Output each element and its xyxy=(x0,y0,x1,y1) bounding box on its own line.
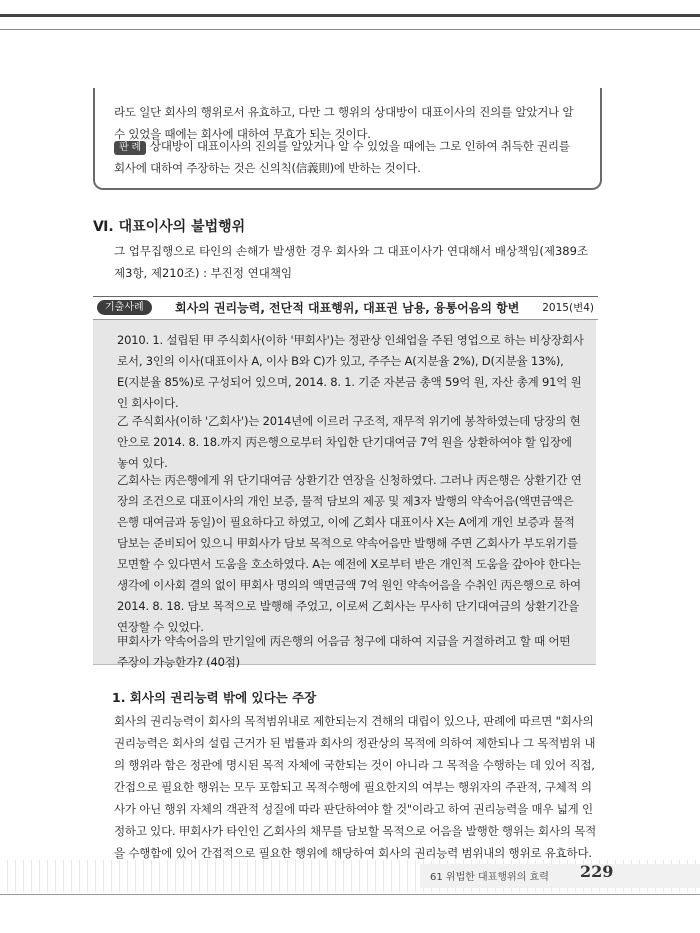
section-heading: Ⅵ. 대표이사의 불법행위 xyxy=(93,219,246,235)
section-text: 그 업무집행으로 타인의 손해가 발생한 경우 회사와 그 대표이사가 연대해서 배상책임(제389조 제3항, 제210조) : 부진정 연대책임 xyxy=(114,244,589,280)
case-title-bar xyxy=(93,296,598,320)
page-number: 229 xyxy=(580,862,614,881)
case-title: 회사의 권리능력, 전단적 대표행위, 대표권 남용, 융통어음의 항변 xyxy=(175,301,520,315)
subsection-body: 회사의 권리능력이 회사의 목적범위내로 제한되는지 견해의 대립이 있으나, 판례에 따르면 "회사의 권리능력은 회사의 설립 근거가 된 법률과 회사의 정관상의 목적에 의하여 제한되나 그 목적범위 내의 행위라 함은 정관에 명시된 목적 자체에 국한되는 것이 아니라 그 목적을 수행하는 데 있어 직접, 간접으로 필요한 행위는 모두 포함되고 목적수행에 필요한지의 여부는 행위자의 주관적, 구체적 의사가 아닌 행위 자체의 객관적 성질에 따라 판단하여야 할 것"이라고 하여 권리능력을 매우 넓게 인정하고 있다. 甲회사가 타인인 乙회사의 채무를 담보할 목적으로 어음을 발행한 행위는 회사의 목적을 수행함에 있어 간접적으로 필요한 행위에 해당하여 회사의 권리능력 범위내의 행위로 유효하다. xyxy=(114,714,597,860)
footer-rule xyxy=(0,894,700,895)
box-paragraph: 라도 일단 회사의 행위로서 유효하고, 다만 그 행위의 상대방이 대표이사의 진의를 알았거나 알 수 있었을 때에는 회사에 대하여 무효가 되는 것이다. xyxy=(114,105,574,141)
header-rule xyxy=(0,14,700,30)
case-paragraph-3: 乙회사는 丙은행에게 위 단기대여금 상환기간 연장을 신청하였다. 그러나 丙은행은 상환기간 연장의 조건으로 대표이사의 개인 보증, 물적 담보의 제공 및 제3자 발행의 약속어음(액면금액은 은행 대여금과 동일)이 필요하다고 하였고, 이에 乙회사 대표이사 X는 A에게 개인 보증과 물적 담보는 준비되어 있으니 甲회사가 담보 목적으로 약속어음만 발행해 주면 乙회사가 부도위기를 모면할 수 있다면서 도움을 호소하였다. A는 예전에 X로부터 받은 개인적 도움을 갚아야 한다는 생각에 이사회 결의 없이 甲회사 명의의 액면금액 7억 원인 약속어음을 수취인 丙은행으로 하여 2014. 8. 18. 담보 목적으로 발행해 주었고, 이로써 乙회사는 무사히 단기대여금의 상환기간을 연장할 수 있었다. xyxy=(117,473,582,634)
case-year: 2015(변4) xyxy=(542,302,594,314)
case-paragraph-1: 2010. 1. 설립된 甲 주식회사(이하 '甲회사')는 정관상 인쇄업을 주된 영업으로 하는 비상장회사로서, 3인의 이사(대표이사 A, 이사 B와 C)가 있고, 주주는 A(지분율 2%), D(지분율 13%), E(지분율 85%)로 구성되어 있으며, 2014. 8. 1. 기준 자본금 총액 59억 원, 자산 총계 91억 원인 회사이다. xyxy=(117,333,584,410)
case-paragraph-2: 乙 주식회사(이하 '乙회사')는 2014년에 이르러 구조적, 재무적 위기에 봉착하였는데 당장의 현안으로 2014. 8. 18.까지 丙은행으로부터 차입한 단기대여금 7억 원을 상환하여야 할 입장에 놓여 있다. xyxy=(117,414,581,470)
case-badge: 기출사례 xyxy=(97,300,152,315)
subsection-heading: 1. 회사의 권리능력 밖에 있다는 주장 xyxy=(112,690,317,705)
page-footer xyxy=(0,860,700,920)
precedent-text: 상대방이 대표이사의 진의를 알았거나 알 수 있었을 때에는 그로 인하여 취득한 권리를 회사에 대하여 주장하는 것은 신의칙(信義則)에 반하는 것이다. xyxy=(114,139,570,175)
box-precedent xyxy=(114,135,584,179)
precedent-badge: 판 례 xyxy=(114,141,146,155)
footer-chapter: 61 위법한 대표행위의 효력 xyxy=(430,872,549,883)
case-question: 甲회사가 약속어음의 만기일에 丙은행의 어음금 청구에 대하여 지급을 거절하려고 할 때 어떤 주장이 가능한가? (40점) xyxy=(117,634,571,669)
